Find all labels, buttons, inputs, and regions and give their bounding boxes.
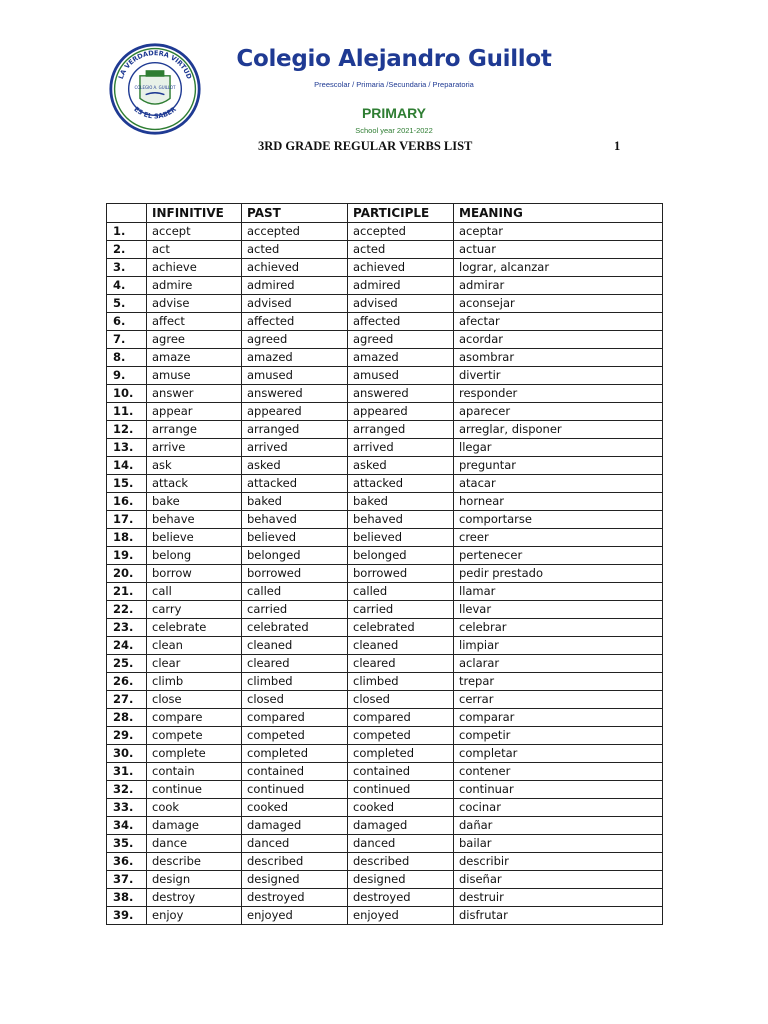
infinitive-cell: agree — [147, 331, 242, 349]
meaning-cell: trepar — [454, 673, 663, 691]
table-row — [107, 673, 663, 691]
table-row — [107, 277, 663, 295]
table-row — [107, 349, 663, 367]
infinitive-cell: climb — [147, 673, 242, 691]
infinitive-cell: compete — [147, 727, 242, 745]
participle-cell: borrowed — [348, 565, 454, 583]
past-cell: closed — [242, 691, 348, 709]
row-number: 21. — [107, 583, 147, 601]
past-cell: contained — [242, 763, 348, 781]
table-row — [107, 799, 663, 817]
infinitive-cell: bake — [147, 493, 242, 511]
meaning-cell: pedir prestado — [454, 565, 663, 583]
row-number: 29. — [107, 727, 147, 745]
meaning-cell: lograr, alcanzar — [454, 259, 663, 277]
infinitive-cell: amuse — [147, 367, 242, 385]
table-row — [107, 403, 663, 421]
row-number: 38. — [107, 889, 147, 907]
row-number: 2. — [107, 241, 147, 259]
infinitive-cell: destroy — [147, 889, 242, 907]
meaning-cell: llamar — [454, 583, 663, 601]
row-number: 24. — [107, 637, 147, 655]
past-cell: agreed — [242, 331, 348, 349]
participle-cell: belonged — [348, 547, 454, 565]
infinitive-cell: act — [147, 241, 242, 259]
infinitive-cell: compare — [147, 709, 242, 727]
past-cell: amazed — [242, 349, 348, 367]
table-row — [107, 853, 663, 871]
infinitive-cell: believe — [147, 529, 242, 547]
past-cell: belonged — [242, 547, 348, 565]
meaning-cell: disfrutar — [454, 907, 663, 925]
row-number: 22. — [107, 601, 147, 619]
row-number: 16. — [107, 493, 147, 511]
participle-cell: enjoyed — [348, 907, 454, 925]
meaning-cell: describir — [454, 853, 663, 871]
row-number: 9. — [107, 367, 147, 385]
table-row — [107, 781, 663, 799]
header-past: PAST — [242, 204, 348, 223]
meaning-cell: preguntar — [454, 457, 663, 475]
past-cell: continued — [242, 781, 348, 799]
meaning-cell: aceptar — [454, 223, 663, 241]
meaning-cell: divertir — [454, 367, 663, 385]
participle-cell: called — [348, 583, 454, 601]
section-title: PRIMARY — [361, 105, 427, 121]
table-row — [107, 709, 663, 727]
row-number: 15. — [107, 475, 147, 493]
past-cell: achieved — [242, 259, 348, 277]
meaning-cell: diseñar — [454, 871, 663, 889]
school-levels: Preescolar / Primaria /Secundaria / Preparatoria — [314, 80, 474, 89]
participle-cell: acted — [348, 241, 454, 259]
row-number: 14. — [107, 457, 147, 475]
table-row — [107, 295, 663, 313]
table-row — [107, 583, 663, 601]
participle-cell: arranged — [348, 421, 454, 439]
past-cell: amused — [242, 367, 348, 385]
table-row — [107, 601, 663, 619]
row-number: 37. — [107, 871, 147, 889]
table-row — [107, 547, 663, 565]
table-row — [107, 817, 663, 835]
infinitive-cell: attack — [147, 475, 242, 493]
table-row — [107, 871, 663, 889]
infinitive-cell: clear — [147, 655, 242, 673]
past-cell: accepted — [242, 223, 348, 241]
infinitive-cell: continue — [147, 781, 242, 799]
participle-cell: completed — [348, 745, 454, 763]
table-row — [107, 655, 663, 673]
past-cell: called — [242, 583, 348, 601]
meaning-cell: dañar — [454, 817, 663, 835]
infinitive-cell: clean — [147, 637, 242, 655]
past-cell: completed — [242, 745, 348, 763]
table-row — [107, 835, 663, 853]
participle-cell: climbed — [348, 673, 454, 691]
infinitive-cell: belong — [147, 547, 242, 565]
past-cell: described — [242, 853, 348, 871]
meaning-cell: celebrar — [454, 619, 663, 637]
participle-cell: believed — [348, 529, 454, 547]
participle-cell: carried — [348, 601, 454, 619]
past-cell: celebrated — [242, 619, 348, 637]
past-cell: borrowed — [242, 565, 348, 583]
participle-cell: achieved — [348, 259, 454, 277]
meaning-cell: hornear — [454, 493, 663, 511]
header-infinitive: INFINITIVE — [147, 204, 242, 223]
past-cell: acted — [242, 241, 348, 259]
table-header-row — [107, 204, 663, 223]
past-cell: climbed — [242, 673, 348, 691]
table-row — [107, 691, 663, 709]
past-cell: cleared — [242, 655, 348, 673]
table-row — [107, 385, 663, 403]
meaning-cell: pertenecer — [454, 547, 663, 565]
participle-cell: baked — [348, 493, 454, 511]
meaning-cell: responder — [454, 385, 663, 403]
infinitive-cell: celebrate — [147, 619, 242, 637]
page-number: 1 — [614, 139, 621, 153]
past-cell: attacked — [242, 475, 348, 493]
row-number: 19. — [107, 547, 147, 565]
participle-cell: cooked — [348, 799, 454, 817]
infinitive-cell: borrow — [147, 565, 242, 583]
past-cell: cleaned — [242, 637, 348, 655]
meaning-cell: aparecer — [454, 403, 663, 421]
participle-cell: attacked — [348, 475, 454, 493]
participle-cell: contained — [348, 763, 454, 781]
row-number: 27. — [107, 691, 147, 709]
meaning-cell: completar — [454, 745, 663, 763]
table-row — [107, 331, 663, 349]
infinitive-cell: answer — [147, 385, 242, 403]
infinitive-cell: ask — [147, 457, 242, 475]
past-cell: affected — [242, 313, 348, 331]
infinitive-cell: contain — [147, 763, 242, 781]
row-number: 35. — [107, 835, 147, 853]
meaning-cell: afectar — [454, 313, 663, 331]
infinitive-cell: affect — [147, 313, 242, 331]
row-number: 5. — [107, 295, 147, 313]
table-row — [107, 421, 663, 439]
row-number: 34. — [107, 817, 147, 835]
table-row — [107, 313, 663, 331]
row-number: 4. — [107, 277, 147, 295]
past-cell: destroyed — [242, 889, 348, 907]
past-cell: arranged — [242, 421, 348, 439]
row-number: 11. — [107, 403, 147, 421]
infinitive-cell: close — [147, 691, 242, 709]
table-row — [107, 565, 663, 583]
past-cell: enjoyed — [242, 907, 348, 925]
row-number: 17. — [107, 511, 147, 529]
table-row — [107, 259, 663, 277]
past-cell: advised — [242, 295, 348, 313]
row-number: 7. — [107, 331, 147, 349]
table-row — [107, 745, 663, 763]
school-name: Colegio Alejandro Guillot — [236, 46, 552, 72]
school-year: School year 2021-2022 — [355, 126, 433, 135]
document-title: 3RD GRADE REGULAR VERBS LIST — [258, 139, 473, 153]
infinitive-cell: design — [147, 871, 242, 889]
meaning-cell: creer — [454, 529, 663, 547]
infinitive-cell: describe — [147, 853, 242, 871]
table-body — [107, 223, 663, 925]
participle-cell: destroyed — [348, 889, 454, 907]
past-cell: damaged — [242, 817, 348, 835]
participle-cell: continued — [348, 781, 454, 799]
row-number: 28. — [107, 709, 147, 727]
participle-cell: advised — [348, 295, 454, 313]
infinitive-cell: enjoy — [147, 907, 242, 925]
logo-motto-top: LA VERDADERA VIRTUD — [116, 49, 194, 81]
infinitive-cell: damage — [147, 817, 242, 835]
participle-cell: asked — [348, 457, 454, 475]
row-number: 33. — [107, 799, 147, 817]
table-row — [107, 439, 663, 457]
past-cell: carried — [242, 601, 348, 619]
meaning-cell: asombrar — [454, 349, 663, 367]
header-number — [107, 204, 147, 223]
meaning-cell: continuar — [454, 781, 663, 799]
table-row — [107, 493, 663, 511]
infinitive-cell: cook — [147, 799, 242, 817]
header-participle: PARTICIPLE — [348, 204, 454, 223]
meaning-cell: aconsejar — [454, 295, 663, 313]
participle-cell: amused — [348, 367, 454, 385]
table-row — [107, 457, 663, 475]
meaning-cell: admirar — [454, 277, 663, 295]
meaning-cell: cocinar — [454, 799, 663, 817]
past-cell: compared — [242, 709, 348, 727]
infinitive-cell: carry — [147, 601, 242, 619]
row-number: 20. — [107, 565, 147, 583]
past-cell: answered — [242, 385, 348, 403]
table-row — [107, 241, 663, 259]
participle-cell: celebrated — [348, 619, 454, 637]
participle-cell: admired — [348, 277, 454, 295]
logo-motto-bottom: ES EL SABER — [132, 105, 178, 121]
row-number: 31. — [107, 763, 147, 781]
past-cell: believed — [242, 529, 348, 547]
meaning-cell: aclarar — [454, 655, 663, 673]
row-number: 36. — [107, 853, 147, 871]
verbs-table — [106, 203, 663, 925]
table-row — [107, 619, 663, 637]
row-number: 1. — [107, 223, 147, 241]
infinitive-cell: amaze — [147, 349, 242, 367]
row-number: 32. — [107, 781, 147, 799]
table-row — [107, 889, 663, 907]
infinitive-cell: appear — [147, 403, 242, 421]
row-number: 13. — [107, 439, 147, 457]
table-row — [107, 907, 663, 925]
table-row — [107, 529, 663, 547]
meaning-cell: cerrar — [454, 691, 663, 709]
infinitive-cell: accept — [147, 223, 242, 241]
past-cell: asked — [242, 457, 348, 475]
participle-cell: answered — [348, 385, 454, 403]
meaning-cell: llevar — [454, 601, 663, 619]
past-cell: admired — [242, 277, 348, 295]
table-row — [107, 367, 663, 385]
table-row — [107, 763, 663, 781]
infinitive-cell: advise — [147, 295, 242, 313]
row-number: 8. — [107, 349, 147, 367]
row-number: 39. — [107, 907, 147, 925]
row-number: 30. — [107, 745, 147, 763]
participle-cell: accepted — [348, 223, 454, 241]
participle-cell: behaved — [348, 511, 454, 529]
table-row — [107, 727, 663, 745]
table-row — [107, 511, 663, 529]
participle-cell: appeared — [348, 403, 454, 421]
participle-cell: competed — [348, 727, 454, 745]
participle-cell: danced — [348, 835, 454, 853]
infinitive-cell: complete — [147, 745, 242, 763]
participle-cell: designed — [348, 871, 454, 889]
meaning-cell: comportarse — [454, 511, 663, 529]
meaning-cell: llegar — [454, 439, 663, 457]
table-row — [107, 637, 663, 655]
infinitive-cell: behave — [147, 511, 242, 529]
participle-cell: damaged — [348, 817, 454, 835]
meaning-cell: actuar — [454, 241, 663, 259]
infinitive-cell: admire — [147, 277, 242, 295]
past-cell: danced — [242, 835, 348, 853]
row-number: 23. — [107, 619, 147, 637]
past-cell: behaved — [242, 511, 348, 529]
meaning-cell: arreglar, disponer — [454, 421, 663, 439]
participle-cell: cleaned — [348, 637, 454, 655]
participle-cell: affected — [348, 313, 454, 331]
meaning-cell: contener — [454, 763, 663, 781]
row-number: 6. — [107, 313, 147, 331]
meaning-cell: comparar — [454, 709, 663, 727]
participle-cell: arrived — [348, 439, 454, 457]
meaning-cell: limpiar — [454, 637, 663, 655]
meaning-cell: acordar — [454, 331, 663, 349]
participle-cell: closed — [348, 691, 454, 709]
meaning-cell: atacar — [454, 475, 663, 493]
header-meaning: MEANING — [454, 204, 663, 223]
infinitive-cell: arrange — [147, 421, 242, 439]
participle-cell: agreed — [348, 331, 454, 349]
row-number: 26. — [107, 673, 147, 691]
participle-cell: amazed — [348, 349, 454, 367]
row-number: 25. — [107, 655, 147, 673]
past-cell: cooked — [242, 799, 348, 817]
past-cell: baked — [242, 493, 348, 511]
table-row — [107, 223, 663, 241]
infinitive-cell: achieve — [147, 259, 242, 277]
infinitive-cell: dance — [147, 835, 242, 853]
row-number: 3. — [107, 259, 147, 277]
infinitive-cell: arrive — [147, 439, 242, 457]
participle-cell: described — [348, 853, 454, 871]
participle-cell: cleared — [348, 655, 454, 673]
row-number: 12. — [107, 421, 147, 439]
table-row — [107, 475, 663, 493]
infinitive-cell: call — [147, 583, 242, 601]
past-cell: designed — [242, 871, 348, 889]
participle-cell: compared — [348, 709, 454, 727]
meaning-cell: bailar — [454, 835, 663, 853]
past-cell: competed — [242, 727, 348, 745]
row-number: 10. — [107, 385, 147, 403]
row-number: 18. — [107, 529, 147, 547]
past-cell: arrived — [242, 439, 348, 457]
meaning-cell: destruir — [454, 889, 663, 907]
logo-inner-text: COLEGIO A. GUILLOT — [134, 85, 176, 90]
past-cell: appeared — [242, 403, 348, 421]
meaning-cell: competir — [454, 727, 663, 745]
